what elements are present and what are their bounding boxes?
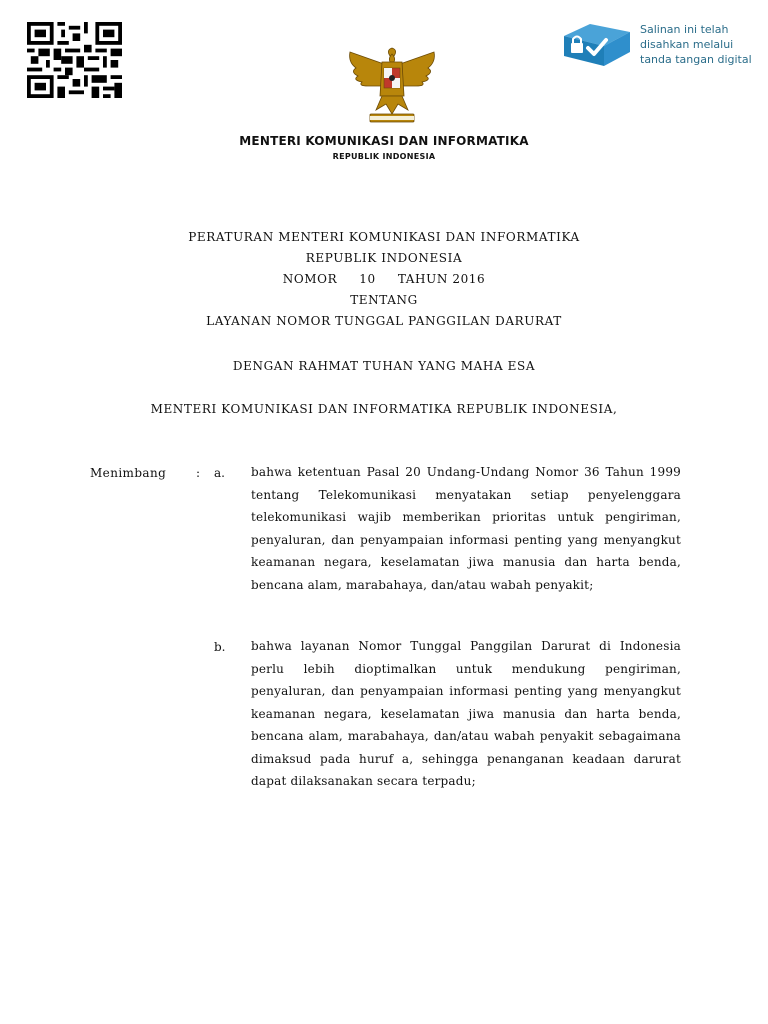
regulation-number: NOMOR 10 TAHUN 2016 [282, 272, 486, 286]
signature-note [640, 22, 765, 67]
menimbang-label: Menimbang [90, 466, 167, 480]
list-item-marker: a. [214, 466, 225, 480]
ministry-name: MENTERI KOMUNIKASI DAN INFORMATIKA [239, 134, 529, 148]
ministry-subtitle: REPUBLIK INDONESIA [332, 152, 436, 161]
secure-check-icon [560, 22, 632, 68]
signature-note-line: disahkan melalui [640, 38, 734, 51]
signature-note-line: Salinan ini telah [640, 23, 729, 36]
regulation-subject: LAYANAN NOMOR TUNGGAL PANGGILAN DARURAT [206, 314, 562, 328]
regulation-title-line: TENTANG [350, 293, 418, 307]
signature-note-line: tanda tangan digital [640, 53, 752, 66]
preamble-rahmat: DENGAN RAHMAT TUHAN YANG MAHA ESA [232, 359, 536, 373]
list-item-marker: b. [214, 640, 226, 654]
menimbang-colon: : [196, 466, 201, 480]
digital-signature-badge [560, 20, 765, 72]
preamble-menteri: MENTERI KOMUNIKASI DAN INFORMATIKA REPUBLIK INDONESIA, [150, 402, 618, 416]
list-item-text: bahwa layanan Nomor Tunggal Panggilan Darurat di Indonesia perlu lebih dioptimalkan untuk mendukung pengiriman, penyaluran, dan penyampaian informasi penting yang menyangkut keamanan negara, keselamatan jiwa manusia dan harta benda, bencana alam, marabahaya, dan/atau wabah penyakit sebagaimana dimaksud pada huruf a, sehingga penanganan keadaan darurat dapat dilaksanakan secara terpadu; [251, 639, 681, 788]
regulation-title-line: PERATURAN MENTERI KOMUNIKASI DAN INFORMATIKA [188, 230, 580, 244]
regulation-title-line: REPUBLIK INDONESIA [305, 251, 463, 265]
qr-code-image [27, 22, 122, 98]
garuda-emblem-icon [346, 46, 438, 128]
list-item-text: bahwa ketentuan Pasal 20 Undang-Undang Nomor 36 Tahun 1999 tentang Telekomunikasi menyatakan setiap penyelenggara telekomunikasi wajib memberikan prioritas untuk pengiriman, penyaluran, dan penyampaian informasi penting yang menyangkut keamanan negara, keselamatan jiwa manusia dan harta benda, bencana alam, marabahaya, dan/atau wabah penyakit; [251, 465, 681, 592]
